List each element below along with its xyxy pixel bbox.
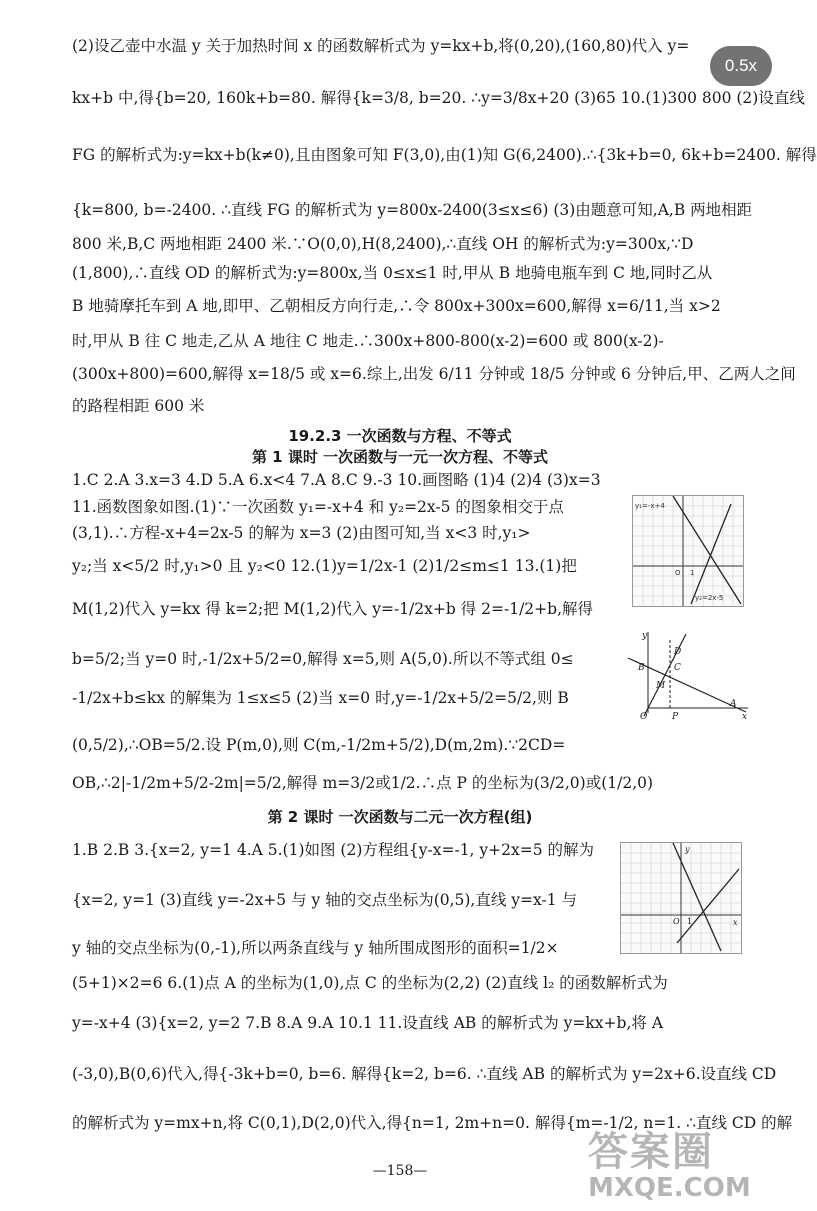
graph-label: A [730,699,737,709]
line-1 [673,843,721,951]
graph-label: y₂=2x-5 [695,594,724,602]
playback-speed-badge[interactable]: 0.5x [710,46,772,86]
function-graph-3 [620,842,742,954]
graph-label: O [673,917,680,926]
graph-label: M [656,681,666,691]
graph-label: B [638,663,645,673]
watermark-en: MXQE.COM [588,1173,751,1203]
text-line: (3,1).∴方程-x+4=2x-5 的解为 x=3 (2)由图可知,当 x<3 时,y₁> [72,524,531,542]
text-line: M(1,2)代入 y=kx 得 k=2;把 M(1,2)代入 y=-1/2x+b 得 2=-1/2+b,解得 [72,600,594,618]
graph-label: y₁=-x+4 [635,502,665,510]
text-line: y 轴的交点坐标为(0,-1),所以两条直线与 y 轴所围成图形的面积=1/2× [72,939,559,957]
text-line: (0,5/2),∴OB=5/2.设 P(m,0),则 C(m,-1/2m+5/2),D(m,2m).∵2CD= [72,736,566,754]
graph-label: 1 [687,917,693,926]
graph-label: O [675,569,681,577]
graph-label: x [733,918,738,927]
text-line: 11.函数图象如图.(1)∵一次函数 y₁=-x+4 和 y₂=2x-5 的图象相交于点 [72,498,564,516]
lesson1-heading: 第 1 课时 一次函数与一元一次方程、不等式 [251,448,549,466]
text-line: (1,800),∴直线 OD 的解析式为:y=800x,当 0≤x≤1 时,甲从 B 地骑电瓶车到 C 地,同时乙从 [72,264,713,282]
text-line: (5+1)×2=6 6.(1)点 A 的坐标为(1,0),点 C 的坐标为(2,2) (2)直线 l₂ 的函数解析式为 [72,974,668,992]
section-heading: 19.2.3 一次函数与方程、不等式 [288,427,512,445]
text-line: {x=2, y=1 (3)直线 y=-2x+5 与 y 轴的交点坐标为(0,5),直线 y=x-1 与 [72,891,578,909]
graph-label: x [742,712,748,722]
graph-label: 1 [690,569,695,577]
text-line: 的解析式为 y=mx+n,将 C(0,1),D(2,0)代入,得{n=1, 2m+n=0. 解得{m=-1/2, n=1. ∴直线 CD 的解 [72,1114,793,1132]
text-line: FG 的解析式为:y=kx+b(k≠0),且由图象可知 F(3,0),由(1)知 G(6,2400).∴{3k+b=0, 6k+b=2400. 解得 [72,146,817,164]
text-line: 800 米,B,C 两地相距 2400 米.∵O(0,0),H(8,2400),∴直线 OH 的解析式为:y=300x,∵D [72,235,694,253]
watermark-cn: 答案圈 [588,1129,714,1175]
text-line: kx+b 中,得{b=20, 160k+b=80. 解得{k=3/8, b=20. ∴y=3/8x+20 (3)65 10.(1)300 800 (2)设直线 [72,89,805,107]
text-line: OB,∴2|-1/2m+5/2-2m|=5/2,解得 m=3/2或1/2.∴点 P 的坐标为(3/2,0)或(1/2,0) [72,774,654,792]
graph-label: D [674,647,682,657]
line-ab [628,658,746,712]
graph-label: P [672,712,679,722]
site-watermark [588,1120,778,1210]
function-graph-1 [632,495,744,607]
line-2 [677,869,739,943]
graph-label: O [640,712,648,722]
graph-label: C [674,663,681,673]
function-graph-2 [628,628,750,723]
lesson2-heading: 第 2 课时 一次函数与二元一次方程(组) [267,808,533,826]
page-number: —158— [372,1163,428,1179]
line-y2 [691,504,731,604]
text-line: 1.B 2.B 3.{x=2, y=1 4.A 5.(1)如图 (2)方程组{y-x=-1, y+2x=5 的解为 [72,841,595,859]
text-line: (2)设乙壶中水温 y 关于加热时间 x 的函数解析式为 y=kx+b,将(0,20),(160,80)代入 y= [72,37,690,55]
text-line: y₂;当 x<5/2 时,y₁>0 且 y₂<0 12.(1)y=1/2x-1 (2)1/2≤m≤1 13.(1)把 [72,557,577,575]
text-line: 的路程相距 600 米 [72,397,205,415]
text-line: {k=800, b=-2400. ∴直线 FG 的解析式为 y=800x-2400(3≤x≤6) (3)由题意可知,A,B 两地相距 [72,201,753,219]
text-line: 1.C 2.A 3.x=3 4.D 5.A 6.x<4 7.A 8.C 9.-3 10.画图略 (1)4 (2)4 (3)x=3 [72,471,601,489]
text-line: -1/2x+b≤kx 的解集为 1≤x≤5 (2)当 x=0 时,y=-1/2x+5/2=5/2,则 B [72,689,569,707]
graph-label: y [642,631,648,641]
text-line: (-3,0),B(0,6)代入,得{-3k+b=0, b=6. 解得{k=2, b=6. ∴直线 AB 的解析式为 y=2x+6.设直线 CD [72,1065,777,1083]
text-line: B 地骑摩托车到 A 地,即甲、乙朝相反方向行走,∴令 800x+300x=600,解得 x=6/11,当 x>2 [72,297,721,315]
text-line: y=-x+4 (3){x=2, y=2 7.B 8.A 9.A 10.1 11.设直线 AB 的解析式为 y=kx+b,将 A [72,1014,664,1032]
text-line: (300x+800)=600,解得 x=18/5 或 x=6.综上,出发 6/11 分钟或 18/5 分钟或 6 分钟后,甲、乙两人之间 [72,365,796,383]
text-line: 时,甲从 B 往 C 地走,乙从 A 地往 C 地走.∴300x+800-800(x-2)=600 或 800(x-2)- [72,332,664,350]
text-line: b=5/2;当 y=0 时,-1/2x+5/2=0,解得 x=5,则 A(5,0).所以不等式组 0≤ [72,650,574,668]
graph-label: y [685,845,690,854]
